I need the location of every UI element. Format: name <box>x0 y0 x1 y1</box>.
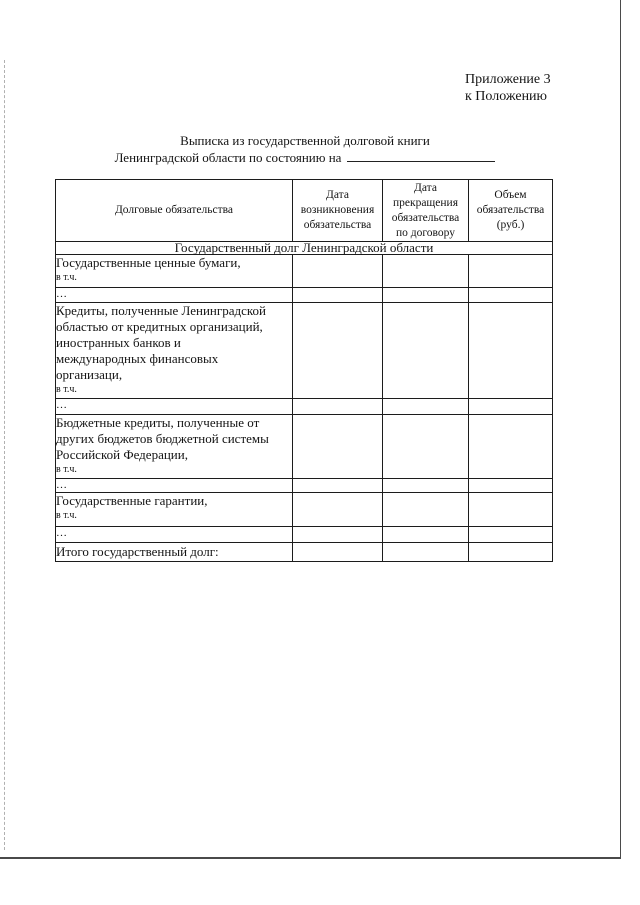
row-label-cell <box>56 255 293 288</box>
row-sublabel: в т.ч. <box>56 464 77 475</box>
cell-date-start <box>293 527 383 543</box>
cell-amount <box>469 303 553 399</box>
row-label-cell <box>56 415 293 479</box>
cell-date-end <box>383 255 469 288</box>
appendix-note <box>465 71 551 105</box>
document-title <box>60 132 550 166</box>
cell-date-start <box>293 255 383 288</box>
row-label-cell <box>56 303 293 399</box>
cell-date-start <box>293 399 383 415</box>
cell-date-end <box>383 288 469 303</box>
table-row <box>56 493 553 527</box>
row-ellipsis: … <box>56 479 293 493</box>
table-row <box>56 288 553 303</box>
cell-amount <box>469 543 553 562</box>
title-line-1: Выписка из государственной долговой книги <box>180 133 430 148</box>
cell-date-start <box>293 303 383 399</box>
total-label: Итого государственный долг: <box>56 543 293 562</box>
cell-date-end <box>383 493 469 527</box>
header-date-start: Дата возникновения обязательства <box>293 180 383 242</box>
scan-edge-right <box>620 0 621 858</box>
debt-book-table <box>55 179 553 562</box>
cell-date-start <box>293 543 383 562</box>
row-sublabel: в т.ч. <box>56 510 77 521</box>
header-amount: Объем обязательства (руб.) <box>469 180 553 242</box>
row-label: Бюджетные кредиты, полученные от других бюджетов бюджетной системы Российской Федерации, <box>56 415 269 462</box>
cell-amount <box>469 479 553 493</box>
appendix-number: Приложение 3 <box>465 72 551 87</box>
title-line-2-text: Ленинградской области по состоянию на <box>114 150 342 165</box>
header-date-end: Дата прекращения обязательства по договору <box>383 180 469 242</box>
row-sublabel: в т.ч. <box>56 272 77 283</box>
table-header-row <box>56 180 553 242</box>
table-row <box>56 303 553 399</box>
cell-amount <box>469 493 553 527</box>
cell-date-end <box>383 303 469 399</box>
cell-amount <box>469 527 553 543</box>
table-row <box>56 255 553 288</box>
row-label: Кредиты, полученные Ленинградской областью от кредитных организаций, иностранных банков и международных финансовых организаци, <box>56 303 266 382</box>
cell-date-end <box>383 527 469 543</box>
cell-date-end <box>383 543 469 562</box>
row-label: Государственные гарантии, <box>56 493 208 508</box>
cell-date-end <box>383 479 469 493</box>
cell-date-start <box>293 493 383 527</box>
row-ellipsis: … <box>56 288 293 303</box>
section-title: Государственный долг Ленинградской области <box>56 242 553 255</box>
cell-date-start <box>293 479 383 493</box>
cell-amount <box>469 399 553 415</box>
cell-date-start <box>293 415 383 479</box>
row-ellipsis: … <box>56 399 293 415</box>
scan-edge-left <box>4 60 5 850</box>
cell-amount <box>469 415 553 479</box>
cell-amount <box>469 255 553 288</box>
cell-date-end <box>383 399 469 415</box>
cell-date-end <box>383 415 469 479</box>
table-row <box>56 527 553 543</box>
scan-edge-bottom <box>0 857 621 859</box>
cell-amount <box>469 288 553 303</box>
row-label-cell <box>56 493 293 527</box>
title-line-2 <box>60 149 550 166</box>
table-row <box>56 415 553 479</box>
row-sublabel: в т.ч. <box>56 384 77 395</box>
total-row <box>56 543 553 562</box>
table-row <box>56 479 553 493</box>
section-row <box>56 242 553 255</box>
table-row <box>56 399 553 415</box>
appendix-reference: к Положению <box>465 89 548 104</box>
header-obligations: Долговые обязательства <box>56 180 293 242</box>
row-label: Государственные ценные бумаги, <box>56 255 241 270</box>
cell-date-start <box>293 288 383 303</box>
row-ellipsis: … <box>56 527 293 543</box>
date-blank-line <box>347 150 495 162</box>
